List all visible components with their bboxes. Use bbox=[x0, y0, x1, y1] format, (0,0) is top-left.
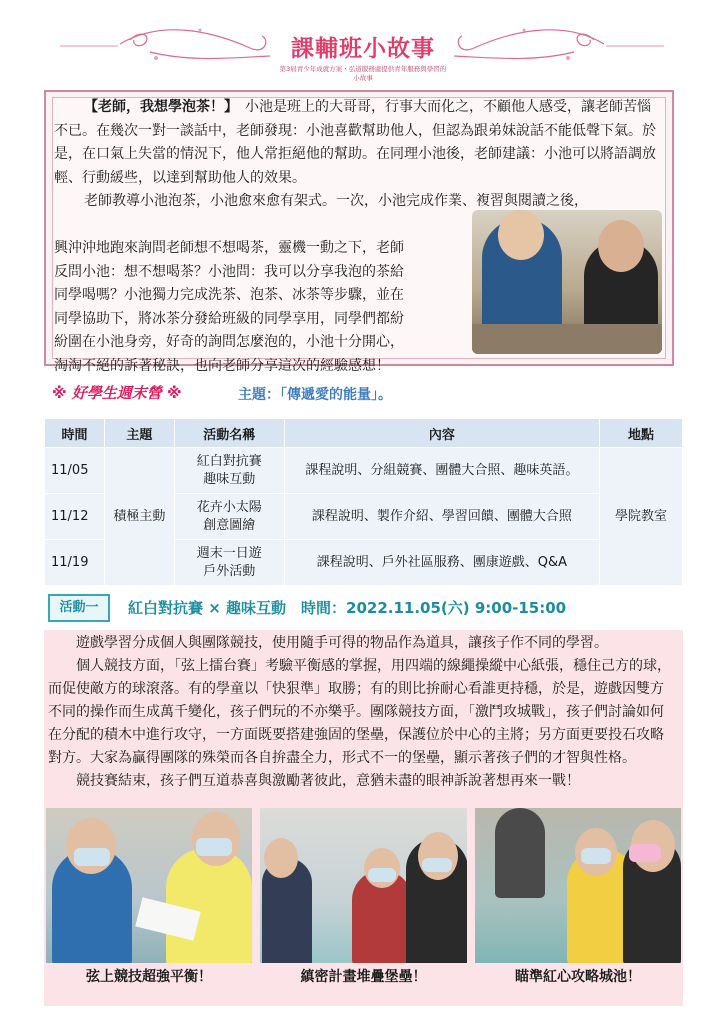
photo-table bbox=[472, 324, 662, 354]
activity-header bbox=[44, 588, 683, 628]
activity-paragraph-3: 競技賽結束，孩子們互道恭喜與激勵著彼此，意猶未盡的眼神訴說著想再來一戰！ bbox=[76, 773, 580, 789]
page-header bbox=[0, 0, 724, 86]
page-title: 課輔班小故事 bbox=[291, 35, 435, 62]
activity-photo-2 bbox=[260, 808, 467, 963]
activity-name-line-1: 紅白對抗賽 bbox=[196, 453, 262, 469]
row-activity-name bbox=[174, 540, 284, 586]
activity-name-line-2: 創意圖繪 bbox=[203, 517, 256, 533]
row-content: 課程說明、製作介紹、學習回饋、團體大合照 bbox=[284, 494, 599, 540]
photo-mask bbox=[74, 848, 110, 866]
row-content: 課程說明、分組競賽、團體大合照、趣味英語。 bbox=[284, 448, 599, 494]
section-title: ※ 好學生週末營 ※ bbox=[52, 384, 182, 402]
photo-mask bbox=[196, 838, 232, 856]
header-activity: 活動名稱 bbox=[174, 419, 284, 448]
photo-mask bbox=[422, 858, 452, 872]
activity-name-line-1: 週末一日遊 bbox=[196, 545, 262, 561]
story-paragraph-1 bbox=[54, 96, 664, 190]
activity-story bbox=[44, 630, 683, 806]
row-date: 11/12 bbox=[45, 494, 105, 540]
photo-caption: 瞄準紅心攻略城池！ bbox=[515, 969, 641, 985]
activity-name-line-1: 花卉小太陽 bbox=[196, 499, 262, 515]
row-location: 學院教室 bbox=[600, 448, 683, 586]
photo-figure-head bbox=[418, 832, 458, 880]
activity-photos bbox=[44, 806, 683, 1006]
photo-mask bbox=[581, 848, 611, 864]
header-location: 地點 bbox=[600, 419, 683, 448]
activity-name-line-2: 趣味互動 bbox=[203, 471, 256, 487]
header-content: 內容 bbox=[284, 419, 599, 448]
photo-figure-head bbox=[498, 210, 544, 260]
photo-figure-head bbox=[264, 838, 298, 878]
title-block bbox=[278, 30, 448, 82]
tea-photo bbox=[472, 210, 662, 354]
table-row bbox=[45, 448, 683, 494]
section-theme: 主題：「傳遞愛的能量」。 bbox=[238, 387, 392, 403]
photo-figure bbox=[495, 808, 545, 898]
story-paragraph-1-text: 小池是班上的大哥哥，行事大而化之，不顧他人感受，讓老師苦惱不已。在幾次一對一談話中，老師發現：小池喜歡幫助他人，但認為跟弟妹說話不能低聲下氣。於是，在口氣上失當的情況下，他人常拒絕他的幫助。在同理小池後，老師建議：小池可以將語調放輕、行動緩些，以達到幫助他人的效果。 bbox=[54, 99, 656, 186]
page-subtitle: 第3屆青少年成就方案・弘道服務處提供青年服務與學習的小故事 bbox=[279, 65, 447, 82]
activity-title: 紅白對抗賽 × 趣味互動 時間：2022.11.05(六) 9:00-15:00 bbox=[128, 599, 567, 617]
row-date: 11/05 bbox=[45, 448, 105, 494]
activity-paragraph-2: 個人競技方面，「弦上擂台賽」考驗平衡感的掌握，用四端的線繩操縱中心紙張，穩住己方的球，而促使敵方的球滾落。有的學童以「快狠準」取勝；有的則比拚耐心看誰更持穩，於是，遊戲因雙方不同的操作而生成萬千變化，孩子們玩的不亦樂乎。團隊競技方面，「激鬥攻城戰」，孩子們討論如何在分配的積木中進行攻守，一方面既要搭建強固的堡壘，保護位於中心的主將；另方面更要投石攻略對方。大家為贏得團隊的殊榮而各自拚盡全力，形式不一的堡壘，顯示著孩子們的才智與性格。 bbox=[48, 658, 671, 766]
row-date: 11/19 bbox=[45, 540, 105, 586]
header-theme: 主題 bbox=[104, 419, 174, 448]
photo-mask bbox=[368, 868, 396, 882]
row-activity-name bbox=[174, 494, 284, 540]
story-heading: 【老師，我想學泡茶！】 bbox=[84, 99, 231, 115]
row-activity-name bbox=[174, 448, 284, 494]
activity-paragraph-1: 遊戲學習分成個人與團隊競技，使用隨手可得的物品作為道具，讓孩子作不同的學習。 bbox=[76, 635, 608, 651]
row-content: 課程說明、戶外社區服務、團康遊戲、Q&A bbox=[284, 540, 599, 586]
header-time: 時間 bbox=[45, 419, 105, 448]
activity-photo-3 bbox=[475, 808, 681, 963]
photo-mask bbox=[629, 844, 661, 862]
photo-caption: 弦上競技超強平衡！ bbox=[86, 969, 212, 985]
table-header-row bbox=[45, 419, 683, 448]
activity-badge: 活動一 bbox=[48, 594, 110, 622]
activity-name-line-2: 戶外活動 bbox=[203, 563, 256, 579]
story-paragraph-2-line-1: 老師教導小池泡茶，小池愈來愈有架式。一次，小池完成作業、複習與閱讀之後， bbox=[84, 193, 588, 209]
schedule-table bbox=[44, 418, 683, 586]
photo-caption: 縝密計畫堆疊堡壘！ bbox=[300, 969, 427, 985]
story-box bbox=[44, 90, 674, 374]
row-theme: 積極主動 bbox=[104, 448, 174, 586]
story-paragraph-2-body: 興沖沖地跑來詢問老師想不想喝茶，靈機一動之下，老師反問小池：想不想喝茶？小池問：我可以分享我泡的茶給同學喝嗎？小池獨力完成洗茶、泡茶、冰茶等步驟，並在同學協助下，將冰茶分發給班級的同學享用，同學們都紛紛圍在小池身旁，好奇的詢問怎麼泡的，小池十分開心，淘淘不絕的訴著秘訣，也向老師分享這次的經驗感想！ bbox=[54, 240, 404, 374]
photo-figure-head bbox=[598, 220, 644, 272]
activity-photo-1 bbox=[46, 808, 252, 963]
